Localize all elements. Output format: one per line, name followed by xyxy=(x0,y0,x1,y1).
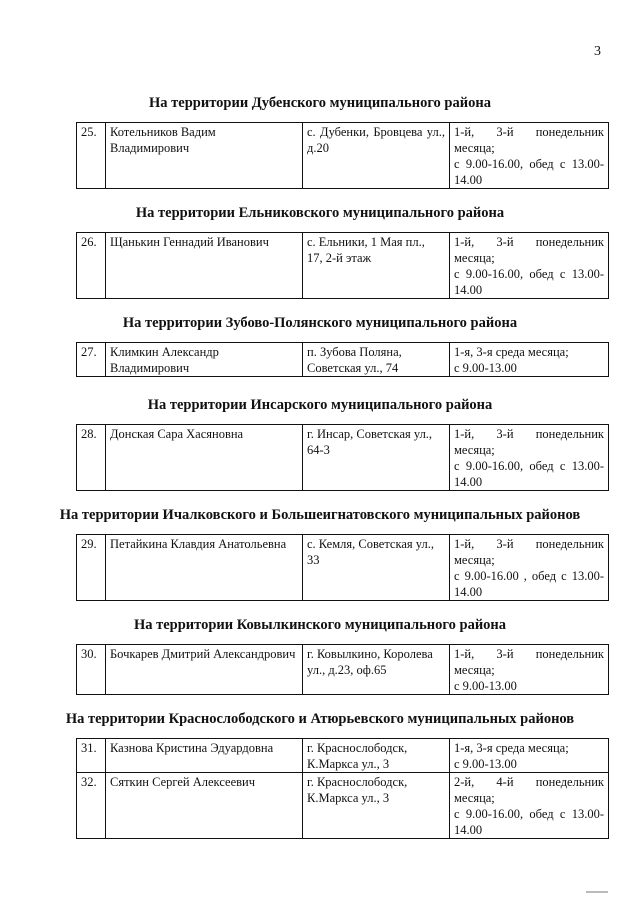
schedule-line: месяца; xyxy=(454,663,495,677)
person-name: Бочкарев Дмитрий Александрович xyxy=(106,645,303,695)
section-heading: На территории Ковылкинского муниципального района xyxy=(133,617,507,633)
schedule-line: с 9.00-13.00 xyxy=(454,361,517,375)
table-row xyxy=(77,123,609,189)
section-kovylkino xyxy=(0,616,640,695)
schedule-line: 1-й, 3-й понедельник xyxy=(454,235,604,249)
schedule-line: 1-я, 3-я среда месяца; xyxy=(454,741,569,755)
row-number: 25. xyxy=(77,123,106,189)
scan-mark xyxy=(586,891,608,893)
schedule xyxy=(450,645,609,695)
section-heading: На территории Краснослободского и Атюрьевского муниципальных районов xyxy=(65,711,575,727)
schedule-line: месяца; xyxy=(454,251,495,265)
person-name: Казнова Кристина Эдуардовна xyxy=(106,739,303,773)
section-heading: На территории Ельниковского муниципального района xyxy=(135,205,505,221)
section-heading: На территории Дубенского муниципального района xyxy=(149,95,491,111)
schedule-line: 14.00 xyxy=(454,173,483,187)
person-name: Климкин Александр Владимирович xyxy=(106,343,303,377)
schedule xyxy=(450,343,609,377)
person-name: Щанькин Геннадий Иванович xyxy=(106,233,303,299)
schedule-line: с 9.00-16.00, обед с 13.00- xyxy=(454,267,604,281)
section-heading: На территории Инсарского муниципального района xyxy=(147,397,493,413)
person-name: Донская Сара Хасяновна xyxy=(106,425,303,491)
row-number: 28. xyxy=(77,425,106,491)
section-heading: На территории Ичалковского и Большеигнатовского муниципальных районов xyxy=(59,507,581,523)
address: с. Ельники, 1 Мая пл., 17, 2-й этаж xyxy=(303,233,450,299)
section-insar xyxy=(0,396,640,491)
row-number: 27. xyxy=(77,343,106,377)
schedule xyxy=(450,535,609,601)
schedule-line: месяца; xyxy=(454,141,495,155)
row-number: 32. xyxy=(77,773,106,839)
schedule-table xyxy=(76,342,609,377)
schedule-line: 1-й, 3-й понедельник xyxy=(454,125,604,139)
schedule-table xyxy=(76,424,609,491)
address: с. Кемля, Советская ул., 33 xyxy=(303,535,450,601)
schedule-line: месяца; xyxy=(454,791,495,805)
address: г. Краснослободск, К.Маркса ул., 3 xyxy=(303,739,450,773)
address: п. Зубова Поляна, Советская ул., 74 xyxy=(303,343,450,377)
section-zubova-polyana xyxy=(0,314,640,377)
person-name: Сяткин Сергей Алексеевич xyxy=(106,773,303,839)
schedule-line: с 9.00-16.00, обед с 13.00- xyxy=(454,459,604,473)
schedule-line: 1-й, 3-й понедельник xyxy=(454,537,604,551)
schedule-line: с 9.00-16.00, обед с 13.00- xyxy=(454,157,604,171)
schedule-line: 1-й, 3-й понедельник xyxy=(454,647,604,661)
table-row xyxy=(77,343,609,377)
schedule-table xyxy=(76,534,609,601)
table-row xyxy=(77,645,609,695)
page-number: 3 xyxy=(594,44,601,59)
row-number: 26. xyxy=(77,233,106,299)
schedule-line: с 9.00-13.00 xyxy=(454,679,517,693)
table-row xyxy=(77,535,609,601)
row-number: 31. xyxy=(77,739,106,773)
schedule-table xyxy=(76,644,609,695)
table-row xyxy=(77,739,609,773)
schedule xyxy=(450,773,609,839)
schedule-line: месяца; xyxy=(454,553,495,567)
schedule-line: месяца; xyxy=(454,443,495,457)
row-number: 29. xyxy=(77,535,106,601)
schedule-line: 1-я, 3-я среда месяца; xyxy=(454,345,569,359)
schedule-line: с 9.00-13.00 xyxy=(454,757,517,771)
schedule-line: 14.00 xyxy=(454,475,483,489)
person-name: Петайкина Клавдия Анатольевна xyxy=(106,535,303,601)
row-number: 30. xyxy=(77,645,106,695)
section-krasnoslobodsk-atyurevo xyxy=(0,710,640,839)
schedule-line: с 9.00-16.00, обед с 13.00- xyxy=(454,807,604,821)
section-ichalki-bolshoe-ignatovo xyxy=(0,506,640,601)
schedule xyxy=(450,425,609,491)
table-row xyxy=(77,425,609,491)
table-row xyxy=(77,233,609,299)
section-heading: На территории Зубово-Полянского муниципального района xyxy=(122,315,518,331)
table-row xyxy=(77,773,609,839)
address: с. Дубенки, Бровцева ул., д.20 xyxy=(303,123,450,189)
address: г. Краснослободск, К.Маркса ул., 3 xyxy=(303,773,450,839)
address: г. Инсар, Советская ул., 64-3 xyxy=(303,425,450,491)
schedule-line: 2-й, 4-й понедельник xyxy=(454,775,604,789)
schedule-line: 14.00 xyxy=(454,283,483,297)
schedule-line: 14.00 xyxy=(454,823,483,837)
section-dubenki xyxy=(0,94,640,189)
schedule xyxy=(450,123,609,189)
schedule-table xyxy=(76,232,609,299)
schedule-table xyxy=(76,738,609,839)
section-elniki xyxy=(0,204,640,299)
schedule-line: 1-й, 3-й понедельник xyxy=(454,427,604,441)
address: г. Ковылкино, Королева ул., д.23, оф.65 xyxy=(303,645,450,695)
schedule-table xyxy=(76,122,609,189)
schedule-line: с 9.00-16.00 , обед с 13.00- xyxy=(454,569,604,583)
schedule xyxy=(450,739,609,773)
schedule-line: 14.00 xyxy=(454,585,483,599)
schedule xyxy=(450,233,609,299)
person-name: Котельников Вадим Владимирович xyxy=(106,123,303,189)
